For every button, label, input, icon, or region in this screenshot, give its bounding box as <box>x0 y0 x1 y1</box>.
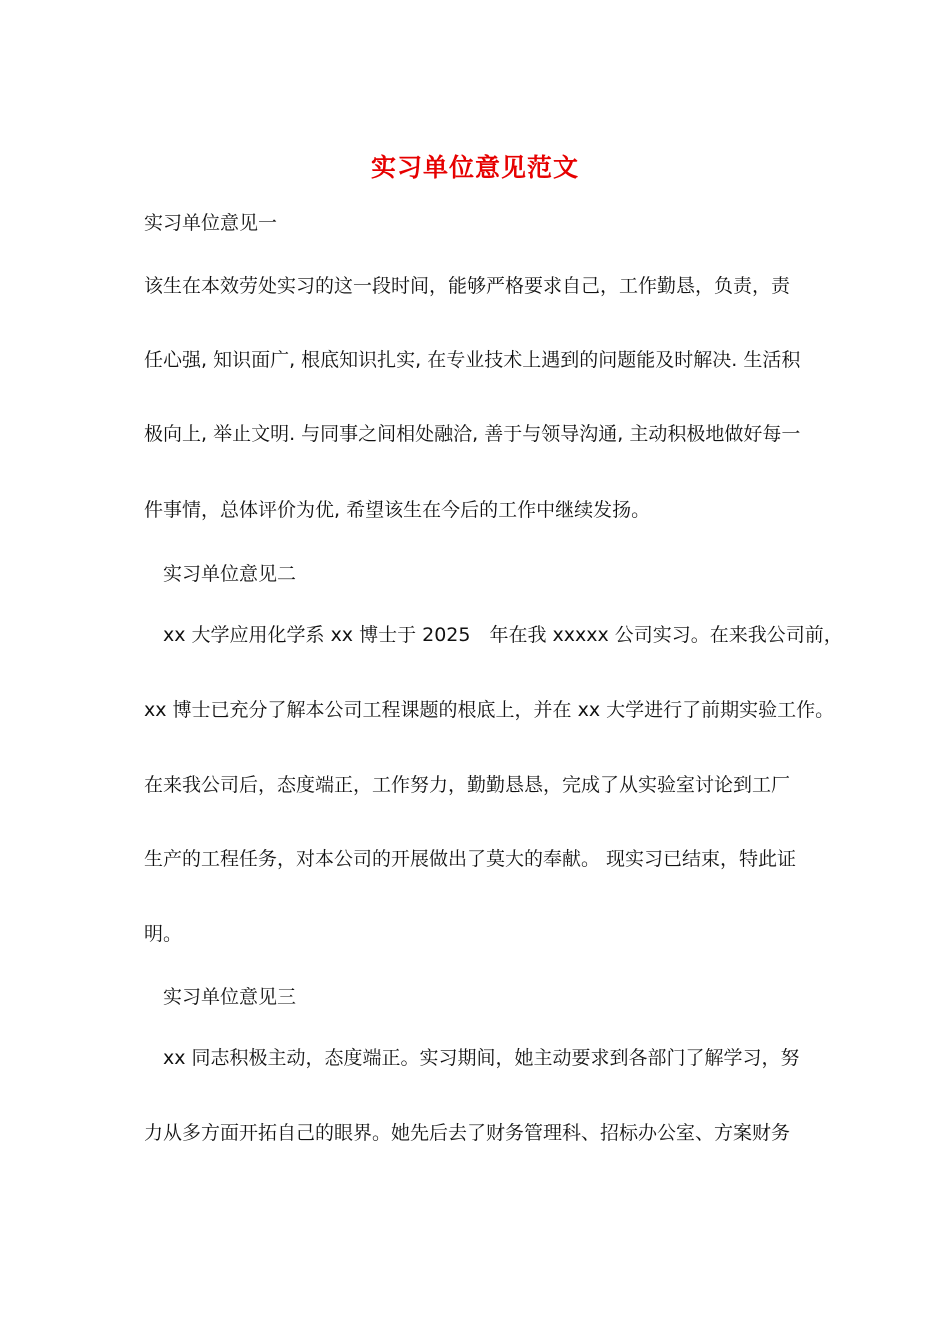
paragraph-line: 任心强, 知识面广, 根底知识扎实, 在专业技术上遇到的问题能及时解决. 生活积 <box>144 349 801 371</box>
paragraph-line: xx 同志积极主动，态度端正。实习期间，她主动要求到各部门了解学习，努 <box>163 1047 800 1069</box>
paragraph-line: 该生在本效劳处实习的这一段时间，能够严格要求自己，工作勤恳，负责，责 <box>144 275 791 297</box>
paragraph-line: 明。 <box>144 923 183 945</box>
paragraph-line: 极向上, 举止文明. 与同事之间相处融洽, 善于与领导沟通, 主动积极地做好每一 <box>144 423 801 445</box>
paragraph-line: 在来我公司后，态度端正，工作努力，勤勤恳恳，完成了从实验室讨论到工厂 <box>144 774 791 796</box>
section-heading-2: 实习单位意见二 <box>163 563 297 585</box>
paragraph-line: xx 大学应用化学系 xx 博士于 2025 年在我 xxxxx 公司实习。在来我公司前， <box>163 624 843 646</box>
section-heading-1: 实习单位意见一 <box>144 212 278 234</box>
document-title: 实习单位意见范文 <box>370 153 579 182</box>
section-heading-3: 实习单位意见三 <box>163 986 297 1008</box>
paragraph-line: 件事情，总体评价为优, 希望该生在今后的工作中继续发扬。 <box>144 499 651 521</box>
paragraph-line: 力从多方面开拓自己的眼界。她先后去了财务管理科、招标办公室、方案财务 <box>144 1122 791 1144</box>
paragraph-line: 生产的工程任务，对本公司的开展做出了莫大的奉献。 现实习已结束，特此证 <box>144 848 797 870</box>
paragraph-line: xx 博士已充分了解本公司工程课题的根底上，并在 xx 大学进行了前期实验工作。 <box>144 699 835 721</box>
